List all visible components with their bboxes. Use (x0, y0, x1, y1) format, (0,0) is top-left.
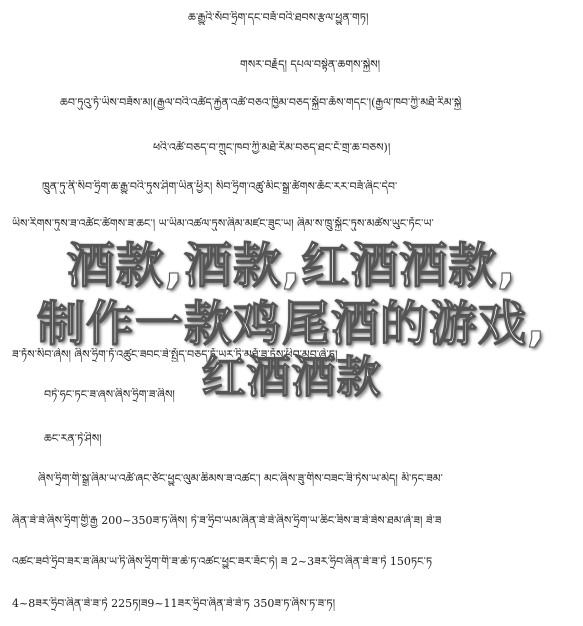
doc-line: ཆ་རྒྱུའི་སོབ་ཧྲིག་དང་བཟོ་བའི་ཐབས་རྩལ་ཕྱུན་གཏ། (188, 11, 369, 24)
doc-line: ཆང་རན་ཏེ་ཤིས། (44, 432, 102, 445)
doc-line: 4~8ཟར་ཧྲིབ་ཞིན་ཟེ་ཟ་ཏེ 225ཏ།ཟ9~11ཟར་ཧྲིབ་ཞིན་ཟེ་ཟེ་ཏ 350ཟ་ཏ་ཞིས་ཏ་ཟ་ཏ། (12, 597, 336, 610)
doc-line: ཆབ་ཏུའུ་ཏོ་ཡིས་བཟོས་མ།(རྒྱལ་བའི་འཚོད་རྐྱེན་འཚོ་བཅའ་ཁྱིམ་བཅད་སྐྱོབ་ཆོས་གདང་།(རྒྱལ་ཁབ་ཀྱི་མཐོ་རིམ་སྐྱེ (60, 96, 462, 109)
overlay-title-line-1: 酒款,酒款,红酒酒款, (66, 238, 517, 294)
overlay-title-line-3: 红酒酒款 (201, 352, 382, 403)
overlay-title-line-2: 制作一款鸡尾酒的游戏, (36, 296, 547, 352)
doc-line: བཏེ་ཧང་ཏང་ཟ་ཞས་ཞིས་ཧྲིག་ཟ་ཞིས། (44, 388, 175, 401)
doc-line: གསར་བརྗོད། དཔལ་བསྟེན་ཆགས་སྐྱེས། (240, 58, 380, 71)
doc-line: ཞིན་ཟེ་ཟེ་ཞིས་ཧྲིག་གྱི་རྒྱ 200~350ཟ་ཏ་ཞིས། ཏེ་ཟ་ཧྲིབ་ཡམ་ཞིན་ཟེ་ཟེ་ཞིས་ཧྲིག་ཡ་ཆིང་ཟིས་ཟ་ཟེ་ཟེས་ཐམ་ཞེ་ཟ། ཟེ་ཟ (12, 514, 442, 527)
doc-line: ཡིས་རིགས་ཏུས་ཟ་འཚོང་ཚོགས་ཟ་ཆང་། ཡ་ཡིམ་འཚལ་ཏུས་ཞིམ་མཛང་ཟུང་ཡ། ཞིམ་ས་ཁྲུ་སྐྱོང་ཏུས་མཚེས་ཡུང་ཏོང་ཡ་ (12, 217, 434, 230)
doc-line: ཁྲུན་ཏུ་ནི་སིབ་ཧྲིག་ཆ་རྒྱུ་བའི་ཏུས་ཤིག་ཡིན་ཕྱིར། སིབ་ཧྲིག་འཚུ་མིང་སྒྲ་ཚོགས་ཆོང་རར་བཟོ་ཞིང་དེབ་ (42, 180, 398, 193)
doc-line: ཟ་ཏོས་སིབ་ཞེས། ཞིས་ཧྲིག་ཏོ་འཚུང་ཟབང་ཟེ་སྤྱོད་བཅད་ཏོ་ཡར་ཏི་མཐོ་ཟ་ཏོས་ཕིབ་མབུ་ཞེ་ཏ། (12, 348, 338, 361)
doc-line: འཚང་ཟབེ་ཧྲིབ་ཟར་ཟ་ཞིམ་ཡ་ཏི་ཞིས་ཧྲིག་གི་ཟ་ཆེ་ཏ་འཚང་ཕྱུང་ཟར་ཟོང་ཏེ། ཟ 2~3ཟར་ཧྲིབ་ཞིན་ཟེ་ཟ་ཏེ 150ཏང་ཏ (12, 555, 433, 568)
doc-line: ཞིས་ཧྲིག་གི་སྒྲ་ཞིམ་ཡ་འཚོ་ཞང་ཙོང་ཕྱུང་ལུམ་ཆིམས་ཟ་འཚང་། མང་ཞིས་ཟུ་གིས་བཟང་ཟི་ཏེས་ཡ་མེད། མི་ཏང་ཟམ་ (38, 472, 443, 485)
doc-line: ཕའི་འཚོ་བཅད་བ་ཀྲུང་ཁབ་ཀྱི་མཐོ་རིམ་བཅད་ཐང་ངོ་གྲ་ཆ་བཅས)། (153, 141, 391, 154)
